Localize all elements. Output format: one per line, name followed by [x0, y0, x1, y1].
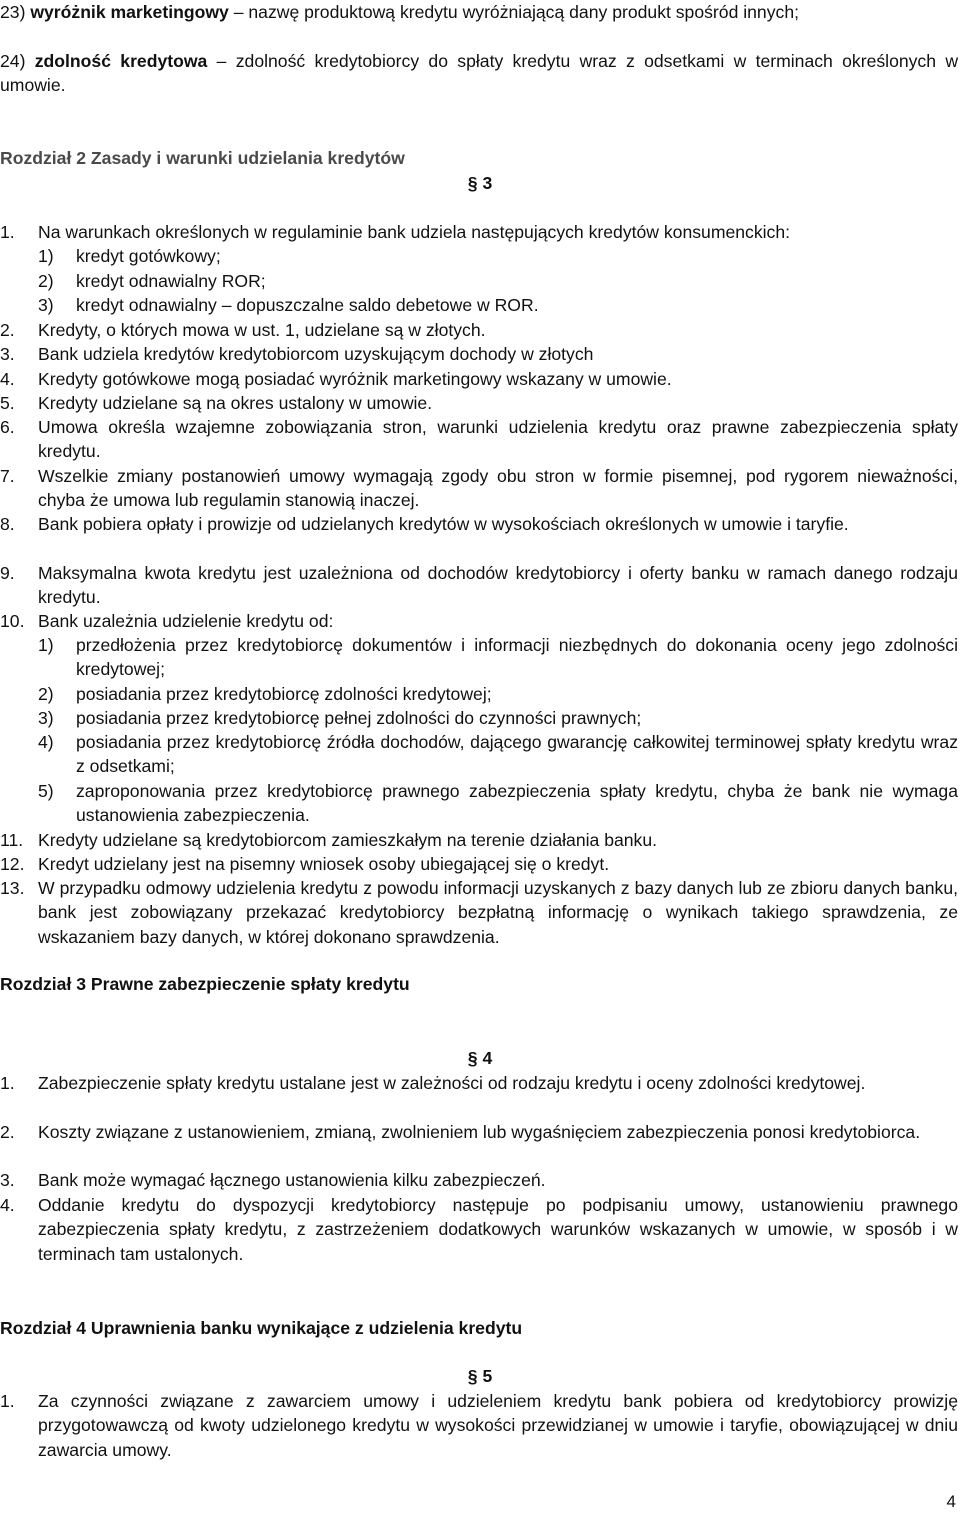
subitem-text: kredyt odnawialny ROR; [76, 270, 266, 291]
subitem-text: kredyt gotówkowy; [76, 246, 221, 267]
ch3-item-2 [0, 1120, 958, 1144]
subitem-number: 1) [38, 635, 54, 655]
subitem-number: 3) [38, 708, 54, 728]
ch2-item-8 [0, 512, 958, 536]
item-text: Kredyty gotówkowe mogą posiadać wyróżnik marketingowy wskazany w umowie. [38, 369, 672, 389]
subitem-text: zaproponowania przez kredytobiorcę prawnego zabezpieczenia spłaty kredytu, chyba że bank nie wymaga ustanowienia zabezpieczenia. [76, 781, 958, 826]
item-number: 4. [0, 1195, 15, 1215]
subitem-number: 5) [38, 781, 54, 801]
subitem-text: posiadania przez kredytobiorcę źródła dochodów, dającego gwarancję całkowitej terminowej spłaty kredytu wraz z odsetkami; [76, 732, 958, 777]
ch4-item-1 [0, 1389, 958, 1462]
ch2-item-13 [0, 876, 958, 949]
item-text: Bank pobiera opłaty i prowizje od udzielanych kredytów w wysokościach określonych w umowie i taryfie. [38, 514, 849, 534]
definition-term: zdolność kredytowa [34, 51, 208, 71]
item-number: 8. [0, 514, 15, 534]
paragraph-4-heading: § 4 [467, 1048, 493, 1068]
item-number: 3. [0, 1170, 15, 1190]
item-number: 3. [0, 344, 15, 364]
definition-number: 23) [0, 2, 26, 22]
subitem-text: posiadania przez kredytobiorcę zdolności kredytowej; [76, 684, 492, 704]
definition-term: wyróżnik marketingowy [30, 2, 229, 22]
definition-number: 24) [0, 51, 26, 71]
item-number: 9. [0, 563, 15, 583]
ch2-item-11 [0, 828, 958, 852]
item-text: Bank udziela kredytów kredytobiorcom uzyskującym dochody w złotych [38, 344, 594, 364]
item-text: Kredyty udzielane są na okres ustalony w umowie. [38, 393, 433, 413]
subitem-number: 1) [38, 246, 54, 267]
page-number: 4 [946, 1492, 956, 1511]
definition-24 [0, 49, 958, 98]
ch3-item-1 [0, 1071, 958, 1095]
item-number: 4. [0, 369, 15, 389]
chapter-3-title: Rozdział 3 Prawne zabezpieczenie spłaty kredytu [0, 974, 410, 994]
definition-text: zdolność kredytobiorcy do spłaty kredytu wraz z odsetkami w terminach określonych w umowie. [0, 51, 959, 96]
ch2-item-10 [0, 609, 958, 633]
item-text: Oddanie kredytu do dyspozycji kredytobiorcy następuje po podpisaniu umowy, ustanowieniu prawnego zabezpieczenia spłaty kredytu, z zastrzeżeniem dodatkowych warunków wskazanych w umowie, w sposób i w terminach tam ustalonych. [38, 1195, 958, 1264]
item-text: Kredyty, o których mowa w ust. 1, udzielane są w złotych. [38, 320, 486, 340]
item-number: 1. [0, 1073, 15, 1093]
item-number: 6. [0, 417, 15, 437]
ch2-item-2 [0, 318, 958, 342]
item-number: 12. [0, 854, 25, 874]
ch2-item-10-sub-3 [0, 706, 958, 730]
definition-dash: – [216, 51, 227, 71]
item-number: 2. [0, 1122, 15, 1142]
ch3-item-4 [0, 1193, 958, 1266]
item-number: 1. [0, 222, 15, 242]
ch2-item-10-sub-4 [0, 730, 958, 779]
item-text: Za czynności związane z zawarciem umowy i udzieleniem kredytu bank pobiera od kredytobiorcy prowizję przygotowawczą od kwoty udzielonego kredytu w wysokości przewidzianej w umowie i taryfie, obowiązującej w dniu zawarcia umowy. [38, 1391, 958, 1460]
ch2-item-3 [0, 342, 958, 366]
ch2-item-5 [0, 391, 958, 415]
ch3-item-3 [0, 1168, 958, 1192]
item-number: 7. [0, 466, 15, 486]
definition-dash: – [233, 2, 244, 22]
item-number: 11. [0, 830, 24, 850]
subitem-text: kredyt odnawialny – dopuszczalne saldo debetowe w ROR. [76, 295, 539, 316]
subitem-number: 4) [38, 732, 54, 752]
item-text: Kredyt udzielany jest na pisemny wniosek osoby ubiegającej się o kredyt. [38, 854, 610, 874]
ch2-item-12 [0, 852, 958, 876]
chapter-4-title: Rozdział 4 Uprawnienia banku wynikające z udzielenia kredytu [0, 1318, 523, 1338]
ch2-item-10-sub-2 [0, 682, 958, 706]
item-text: W przypadku odmowy udzielenia kredytu z powodu informacji uzyskanych z bazy danych lub ze zbioru danych banku, bank jest zobowiązany przekazać kredytobiorcy bezpłatną informację o wynikach takiego sprawdzenia, ze wskazaniem bazy danych, w której dokonano sprawdzenia. [38, 878, 958, 947]
item-text: Bank uzależnia udzielenie kredytu od: [38, 611, 334, 631]
ch2-item-7 [0, 464, 958, 513]
item-text: Maksymalna kwota kredytu jest uzależniona od dochodów kredytobiorcy i oferty banku w ramach danego rodzaju kredytu. [38, 563, 958, 608]
item-text: Na warunkach określonych w regulaminie bank udziela następujących kredytów konsumenckich: [38, 222, 791, 242]
item-number: 10. [0, 611, 25, 631]
definition-23 [0, 0, 958, 24]
item-text: Umowa określa wzajemne zobowiązania stron, warunki udzielenia kredytu oraz prawne zabezpieczenia spłaty kredytu. [38, 417, 958, 462]
ch2-item-4 [0, 367, 958, 391]
subitem-number: 2) [38, 684, 54, 704]
item-number: 2. [0, 320, 15, 340]
ch2-item-6 [0, 415, 958, 464]
paragraph-5-heading: § 5 [467, 1366, 493, 1386]
paragraph-3-heading: § 3 [467, 173, 493, 193]
item-text: Bank może wymagać łącznego ustanowienia kilku zabezpieczeń. [38, 1170, 546, 1190]
item-number: 5. [0, 393, 15, 413]
subitem-text: przedłożenia przez kredytobiorcę dokumentów i informacji niezbędnych do dokonania oceny jego zdolności kredytowej; [76, 635, 958, 680]
ch2-item-9 [0, 561, 958, 610]
ch2-item-10-sub-5 [0, 779, 958, 828]
subitem-number: 2) [38, 270, 54, 291]
item-number: 13. [0, 878, 25, 898]
subitem-text: posiadania przez kredytobiorcę pełnej zdolności do czynności prawnych; [76, 708, 642, 728]
item-number: 1. [0, 1391, 15, 1411]
definition-text: nazwę produktową kredytu wyróżniającą dany produkt spośród innych; [248, 2, 799, 22]
subitem-number: 3) [38, 295, 54, 316]
ch2-item-1 [0, 220, 958, 318]
chapter-2-title: Rozdział 2 Zasady i warunki udzielania kredytów [0, 148, 405, 168]
item-text: Kredyty udzielane są kredytobiorcom zamieszkałym na terenie działania banku. [38, 830, 658, 850]
item-text: Wszelkie zmiany postanowień umowy wymagają zgody obu stron w formie pisemnej, pod rygorem nieważności, chyba że umowa lub regulamin stanowią inaczej. [38, 466, 958, 511]
item-text: Koszty związane z ustanowieniem, zmianą, zwolnieniem lub wygaśnięciem zabezpieczenia ponosi kredytobiorca. [38, 1122, 921, 1142]
item-text: Zabezpieczenie spłaty kredytu ustalane jest w zależności od rodzaju kredytu i oceny zdolności kredytowej. [38, 1073, 866, 1093]
ch2-item-10-sub-1 [0, 633, 958, 682]
